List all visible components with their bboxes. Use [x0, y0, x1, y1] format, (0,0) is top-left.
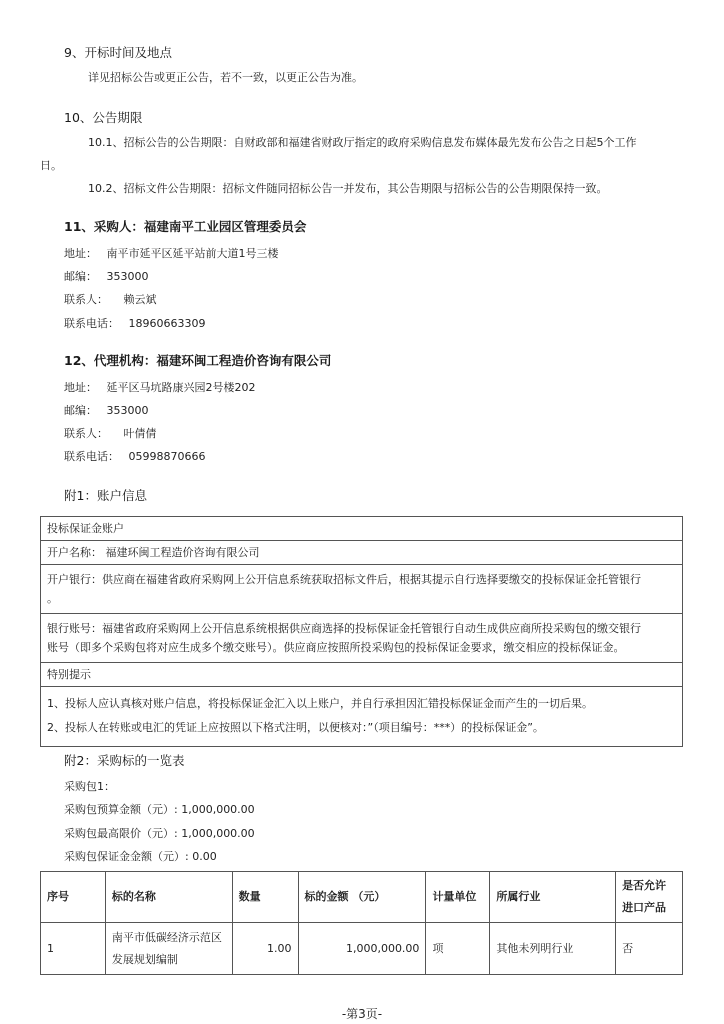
- account-number-line1: 银行账号：福建省政府采购网上公开信息系统根据供应商选择的投标保证金托管银行自动生成供应商所投采购包的缴交银行: [47, 622, 641, 635]
- row-qty: 1.00: [232, 923, 298, 975]
- appendix-1-title: 附1：账户信息: [64, 488, 147, 503]
- agency-phone-value: 05998870666: [128, 450, 206, 463]
- row-industry: 其他未列明行业: [490, 923, 616, 975]
- col-import: [616, 872, 683, 923]
- account-table-header: 投标保证金账户: [41, 517, 683, 541]
- notice-item-1: 1、投标人应认真核对账户信息，将投标保证金汇入以上账户，并自行承担因汇错投标保证金而产生的一切后果。: [47, 697, 593, 710]
- purchaser-postcode: [64, 268, 149, 284]
- page-number: -第3页-: [341, 1007, 383, 1021]
- purchaser-contact-value: 赖云斌: [123, 293, 157, 306]
- section-11-heading: 11、采购人：福建南平工业园区管理委员会: [64, 219, 307, 234]
- section-10-heading: 10、公告期限: [64, 110, 143, 125]
- col-import-line2: 进口产品: [622, 901, 667, 914]
- procurement-items-table: [40, 871, 683, 975]
- items-header-row: [41, 872, 683, 923]
- agency-postcode-label: 邮编：: [64, 404, 97, 417]
- agency-contact-label: 联系人：: [64, 427, 108, 440]
- table-row: [41, 923, 683, 975]
- col-amount: 标的金额 （元）: [298, 872, 426, 923]
- purchaser-postcode-label: 邮编：: [64, 270, 97, 283]
- purchaser-address-value: 南平市延平区延平站前大道1号三楼: [106, 247, 279, 260]
- package-label: 采购包1：: [64, 780, 115, 793]
- agency-contact-value: 叶倩倩: [123, 427, 157, 440]
- appendix-2-title: 附2：采购标的一览表: [64, 753, 185, 768]
- col-qty: 数量: [232, 872, 298, 923]
- section-9-heading: 9、开标时间及地点: [64, 45, 172, 60]
- row-name-line2: 发展规划编制: [111, 952, 178, 966]
- section-10-p2: 10.2、招标文件公告期限：招标文件随同招标公告一并发布，其公告期限与招标公告的公告期限保持一致。: [88, 182, 608, 195]
- agency-postcode: [64, 402, 149, 418]
- agency-address: [64, 379, 256, 395]
- row-import: 否: [616, 923, 683, 975]
- agency-address-label: 地址：: [64, 381, 97, 394]
- package-deposit: 采购包保证金金额（元）: 0.00: [64, 850, 217, 863]
- agency-address-value: 延平区马坑路康兴园2号楼202: [106, 381, 256, 394]
- row-amount: 1,000,000.00: [298, 923, 426, 975]
- col-name: 标的名称: [105, 872, 232, 923]
- notice-header-cell: 特别提示: [41, 663, 683, 687]
- col-industry: 所属行业: [490, 872, 616, 923]
- section-9-body: 详见招标公告或更正公告，若不一致，以更正公告为准。: [88, 71, 363, 84]
- purchaser-phone-label: 联系电话：: [64, 317, 119, 330]
- purchaser-address: [64, 245, 279, 261]
- account-number-line2: 账号（即多个采购包将对应生成多个缴交账号）。供应商应按照所投采购包的投标保证金要求，缴交相应的投标保证金。: [47, 641, 625, 654]
- purchaser-phone-value: 18960663309: [128, 317, 206, 330]
- agency-phone: [64, 448, 205, 464]
- purchaser-address-label: 地址：: [64, 247, 97, 260]
- package-max-price: 采购包最高限价（元）: 1,000,000.00: [64, 827, 255, 840]
- notice-item-2: 2、投标人在转账或电汇的凭证上应按照以下格式注明，以便核对：”（项目编号：***）的投标保证金”。: [47, 721, 544, 734]
- purchaser-phone: [64, 315, 205, 331]
- account-bank-cell: [41, 565, 683, 614]
- agency-contact: [64, 425, 157, 441]
- agency-phone-label: 联系电话：: [64, 450, 119, 463]
- section-12-heading: 12、代理机构：福建环闽工程造价咨询有限公司: [64, 353, 332, 368]
- col-seq: 序号: [41, 872, 106, 923]
- account-info-table: [40, 516, 683, 747]
- purchaser-contact-label: 联系人：: [64, 293, 108, 306]
- row-name: [105, 923, 232, 975]
- row-seq: 1: [41, 923, 106, 975]
- agency-postcode-value: 353000: [106, 404, 149, 417]
- package-budget: 采购包预算金额（元）: 1,000,000.00: [64, 803, 255, 816]
- notice-cell: [41, 687, 683, 747]
- account-number-cell: [41, 614, 683, 663]
- account-bank-line2: 。: [47, 592, 58, 605]
- section-10-p1-line1: 10.1、招标公告的公告期限：自财政部和福建省财政厅指定的政府采购信息发布媒体最先发布公告之日起5个工作: [88, 136, 637, 149]
- purchaser-postcode-value: 353000: [106, 270, 149, 283]
- row-unit: 项: [426, 923, 490, 975]
- purchaser-contact: [64, 291, 157, 307]
- account-name-cell: 开户名称： 福建环闽工程造价咨询有限公司: [41, 541, 683, 565]
- account-bank-line1: 开户银行：供应商在福建省政府采购网上公开信息系统获取招标文件后，根据其提示自行选择要缴交的投标保证金托管银行: [47, 573, 641, 586]
- col-import-line1: 是否允许: [622, 879, 667, 892]
- section-10-p1-line2: 日。: [40, 159, 62, 172]
- row-name-line1: 南平市低碳经济示范区: [111, 930, 222, 944]
- col-unit: 计量单位: [426, 872, 490, 923]
